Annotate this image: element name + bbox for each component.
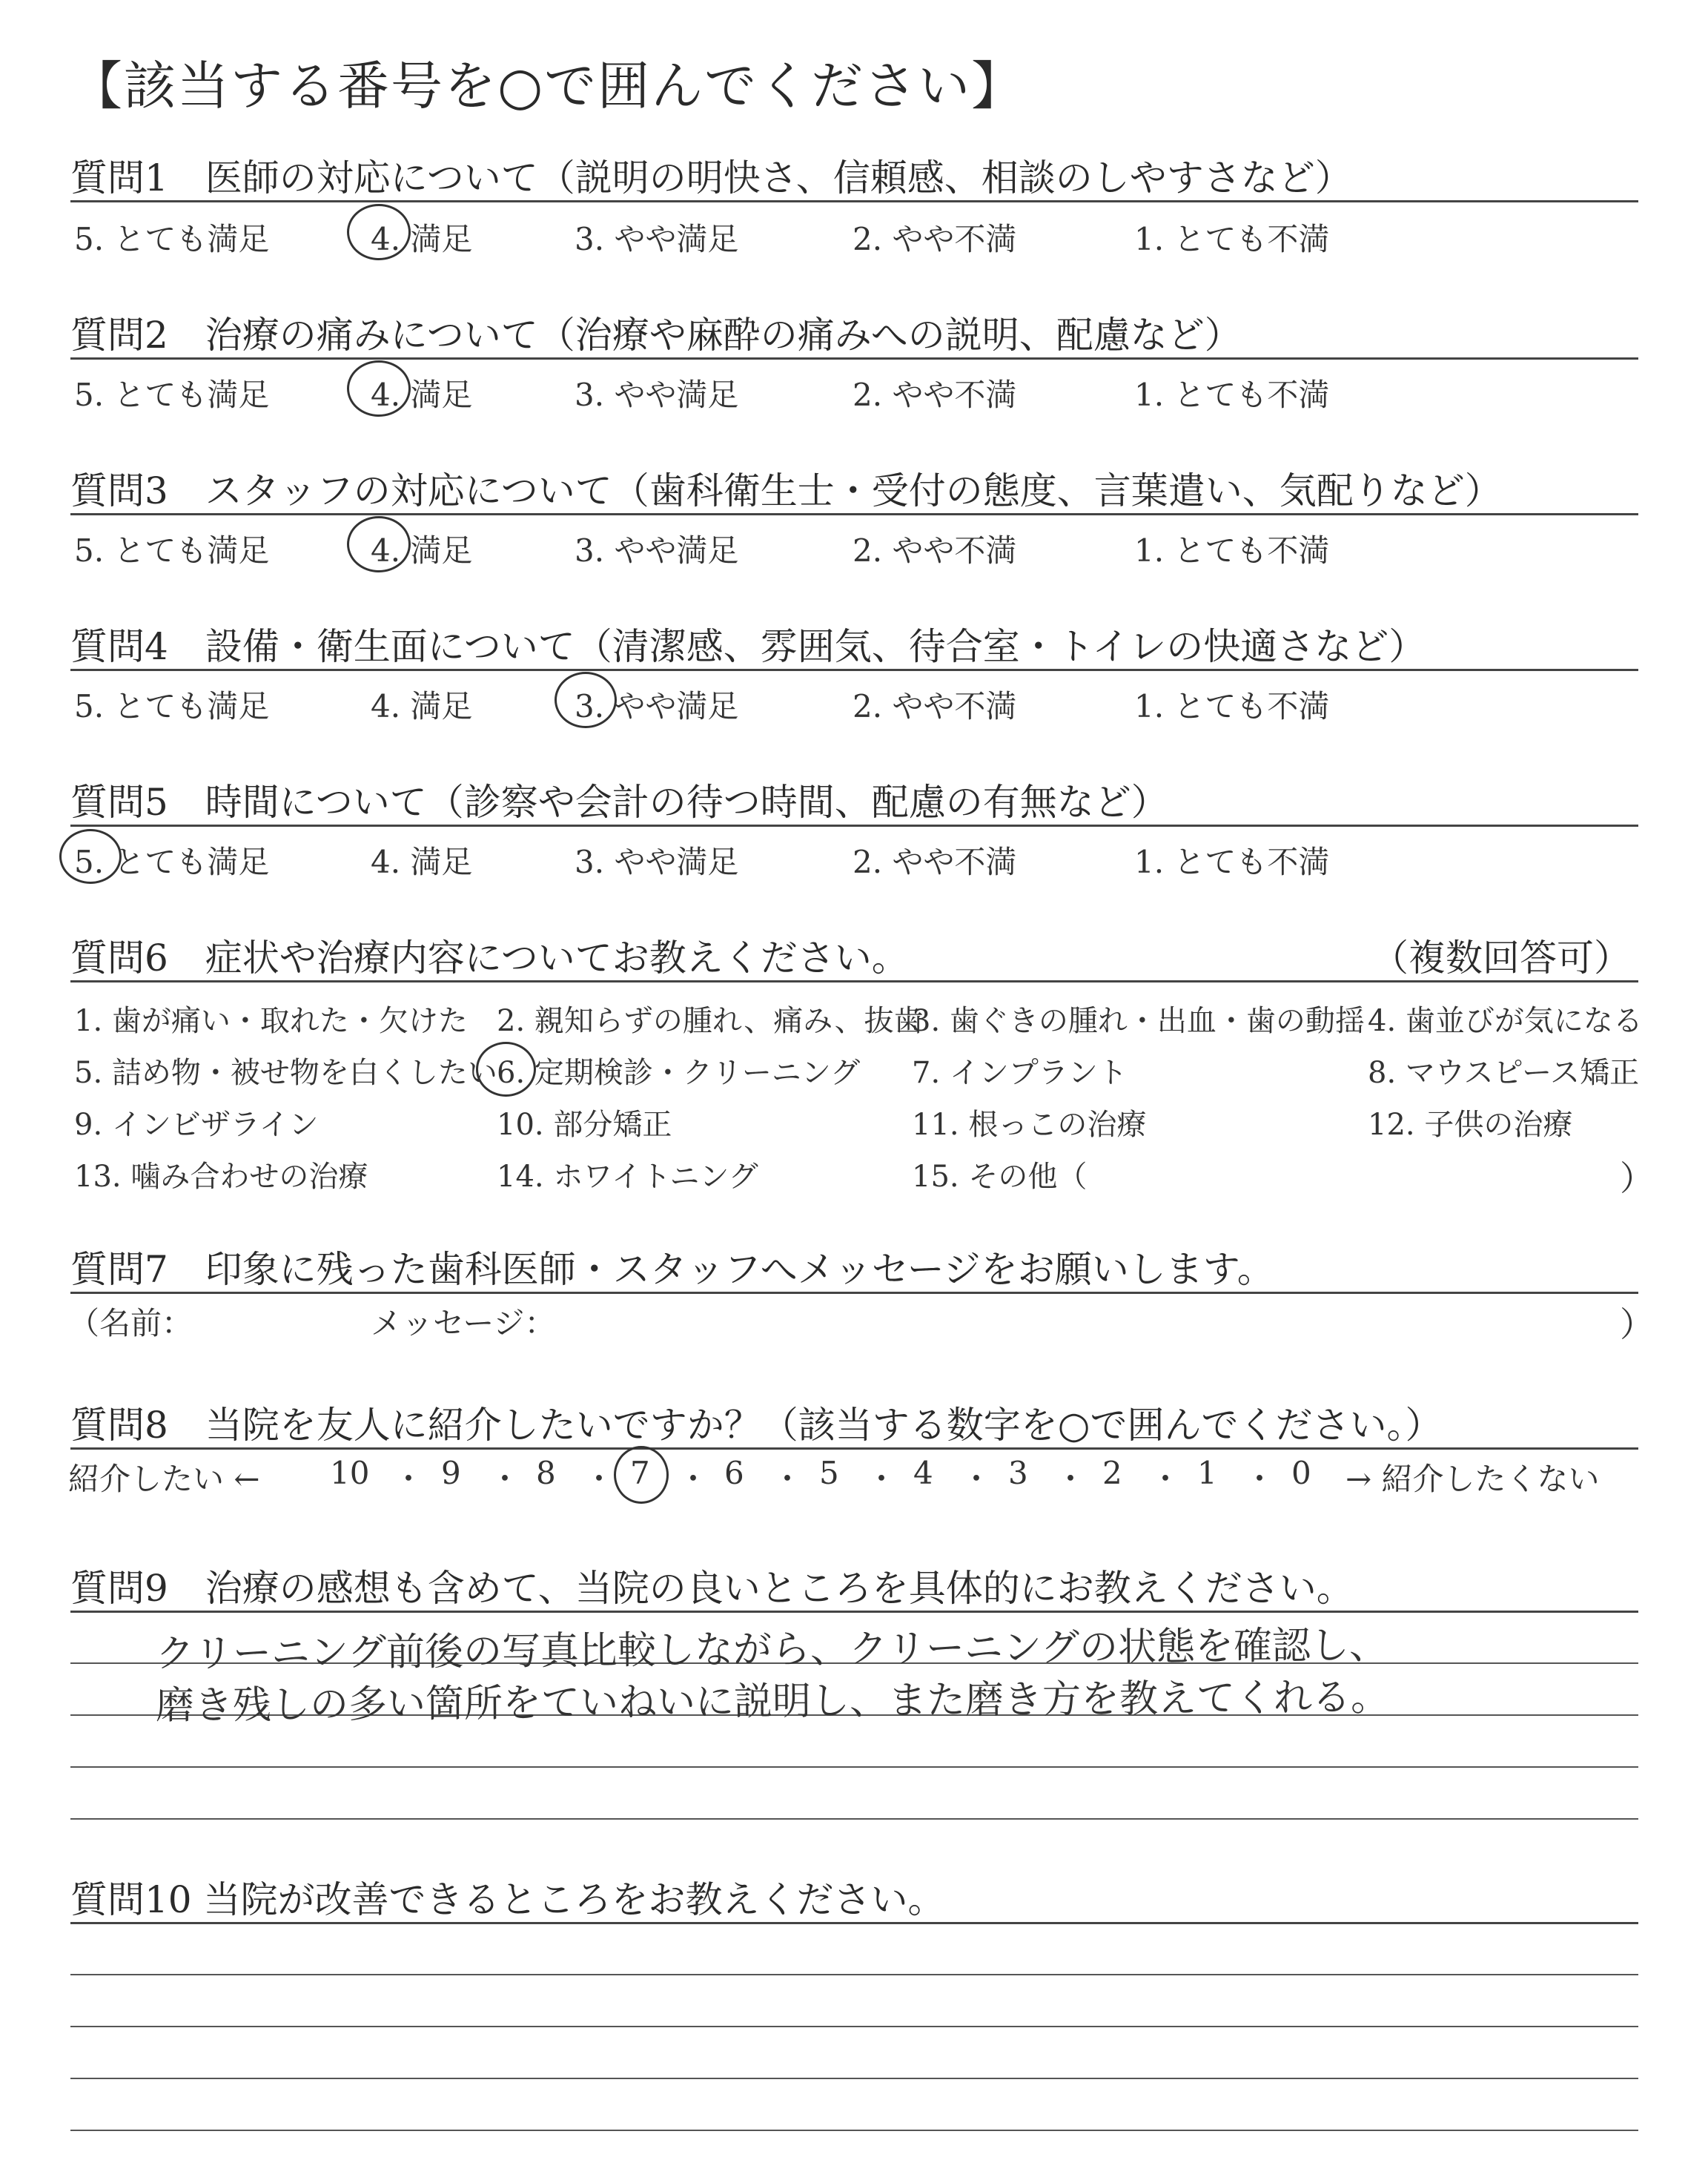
q3-selection-circle-icon: [347, 516, 411, 572]
question-4-label: 質問4 設備・衛生面について（清潔感、雰囲気、待合室・トイレの快適さなど）: [70, 625, 1426, 668]
q5-option-2[interactable]: 2. やや不満: [853, 844, 1017, 880]
q10-answer-rule: [70, 2130, 1638, 2131]
q8-dot: ・: [393, 1461, 425, 1497]
question-9-rule: [70, 1611, 1638, 1613]
q2-option-4[interactable]: 4. 満足: [371, 377, 473, 413]
q6-item-10[interactable]: 10. 部分矯正: [497, 1108, 672, 1142]
q8-number-10[interactable]: 10: [330, 1455, 370, 1491]
q9-handwritten-line-1: クリーニング前後の写真比較しながら、クリーニングの状態を確認し、: [155, 1623, 1388, 1677]
question-4-rule: [70, 669, 1638, 671]
q8-dot: ・: [1150, 1461, 1182, 1497]
q8-dot: ・: [772, 1461, 804, 1497]
q6-item-12[interactable]: 12. 子供の治療: [1368, 1108, 1573, 1142]
q4-option-3[interactable]: 3. やや満足: [575, 688, 739, 724]
question-8-label: 質問8 当院を友人に紹介したいですか？（該当する数字を○で囲んでください。）: [70, 1404, 1443, 1447]
question-2-label: 質問2 治療の痛みについて（治療や麻酔の痛みへの説明、配慮など）: [70, 314, 1242, 357]
q8-number-9[interactable]: 9: [441, 1455, 461, 1491]
q2-option-2[interactable]: 2. やや不満: [853, 377, 1017, 413]
page-title: 【該当する番号を○で囲んでください】: [70, 56, 1025, 116]
q1-selection-circle-icon: [347, 204, 411, 260]
q10-answer-rule: [70, 2026, 1638, 2027]
question-7-rule: [70, 1292, 1638, 1294]
q8-number-7[interactable]: 7: [630, 1455, 650, 1491]
q8-dot: ・: [678, 1461, 709, 1497]
q8-number-2[interactable]: 2: [1102, 1455, 1122, 1491]
q8-number-1[interactable]: 1: [1197, 1455, 1217, 1491]
q5-option-5[interactable]: 5. とても満足: [74, 844, 270, 880]
q6-item-15[interactable]: 15. その他（: [912, 1160, 1088, 1194]
q3-option-4[interactable]: 4. 満足: [371, 532, 473, 569]
q4-option-2[interactable]: 2. やや不満: [853, 688, 1017, 724]
question-7-label: 質問7 印象に残った歯科医師・スタッフへメッセージをお願いします。: [70, 1248, 1274, 1291]
q6-item-13[interactable]: 13. 噛み合わせの治療: [74, 1160, 368, 1194]
q1-option-1[interactable]: 1. とても不満: [1134, 221, 1330, 257]
q8-number-5[interactable]: 5: [819, 1455, 839, 1491]
q8-left-label: 紹介したい ←: [68, 1461, 260, 1497]
q5-selection-circle-icon: [59, 829, 122, 884]
q2-option-5[interactable]: 5. とても満足: [74, 377, 270, 413]
q8-number-0[interactable]: 0: [1291, 1455, 1311, 1491]
question-10-rule: [70, 1922, 1638, 1924]
q6-other-close-paren: ）: [1620, 1158, 1654, 1198]
q7-close-paren: ）: [1620, 1304, 1654, 1344]
q8-right-label: → 紹介したくない: [1345, 1461, 1600, 1497]
question-3-label: 質問3 スタッフの対応について（歯科衛生士・受付の態度、言葉遣い、気配りなど）: [70, 469, 1502, 512]
q6-item-11[interactable]: 11. 根っこの治療: [912, 1108, 1147, 1142]
q8-dot: ・: [583, 1461, 615, 1497]
q8-number-4[interactable]: 4: [913, 1455, 933, 1491]
q5-option-1[interactable]: 1. とても不満: [1134, 844, 1330, 880]
q8-number-6[interactable]: 6: [724, 1455, 744, 1491]
q6-item-14[interactable]: 14. ホワイトニング: [497, 1160, 758, 1194]
q3-option-3[interactable]: 3. やや満足: [575, 532, 739, 569]
q3-option-1[interactable]: 1. とても不満: [1134, 532, 1330, 569]
question-6-rule: [70, 980, 1638, 982]
question-1-label: 質問1 医師の対応について（説明の明快さ、信頼感、相談のしやすさなど）: [70, 156, 1352, 199]
q8-number-8[interactable]: 8: [536, 1455, 556, 1491]
q3-option-2[interactable]: 2. やや不満: [853, 532, 1017, 569]
q9-handwritten-line-2: 磨き残しの多い箇所をていねいに説明し、また磨き方を教えてくれる。: [155, 1675, 1390, 1728]
q1-option-3[interactable]: 3. やや満足: [575, 221, 739, 257]
q6-item-8[interactable]: 8. マウスピース矯正: [1368, 1056, 1640, 1090]
q8-dot: ・: [866, 1461, 898, 1497]
q8-selection-circle-icon: [614, 1446, 669, 1504]
q6-item-9[interactable]: 9. インビザライン: [74, 1108, 319, 1142]
q2-option-3[interactable]: 3. やや満足: [575, 377, 739, 413]
q9-answer-rule: [70, 1766, 1638, 1768]
question-2-rule: [70, 357, 1638, 360]
q6-item-7[interactable]: 7. インプラント: [912, 1056, 1128, 1090]
q8-dot: ・: [1244, 1461, 1276, 1497]
question-6-note: （複数回答可）: [1371, 937, 1631, 980]
question-8-rule: [70, 1447, 1638, 1450]
q10-answer-rule: [70, 2078, 1638, 2079]
q6-item-2[interactable]: 2. 親知らずの腫れ、痛み、抜歯: [497, 1004, 924, 1038]
q5-option-3[interactable]: 3. やや満足: [575, 844, 739, 880]
q8-dot: ・: [489, 1461, 521, 1497]
question-5-rule: [70, 825, 1638, 827]
q2-option-1[interactable]: 1. とても不満: [1134, 377, 1330, 413]
q2-selection-circle-icon: [347, 360, 411, 417]
q6-item-3[interactable]: 3. 歯ぐきの腫れ・出血・歯の動揺: [912, 1004, 1365, 1038]
q8-dot: ・: [961, 1461, 993, 1497]
q6-item-5[interactable]: 5. 詰め物・被せ物を白くしたい: [74, 1056, 497, 1090]
q6-item-6[interactable]: 6. 定期検診・クリーニング: [497, 1056, 861, 1090]
q1-option-2[interactable]: 2. やや不満: [853, 221, 1017, 257]
question-6-label: 質問6 症状や治療内容についてお教えください。: [70, 937, 909, 980]
question-5-label: 質問5 時間について（診察や会計の待つ時間、配慮の有無など）: [70, 781, 1168, 824]
q1-option-4[interactable]: 4. 満足: [371, 221, 473, 257]
q5-option-4[interactable]: 4. 満足: [371, 844, 473, 880]
question-3-rule: [70, 513, 1638, 515]
q6-selection-circle-icon: [476, 1042, 536, 1097]
question-1-rule: [70, 200, 1638, 202]
question-9-label: 質問9 治療の感想も含めて、当院の良いところを具体的にお教えください。: [70, 1567, 1354, 1610]
q4-option-4[interactable]: 4. 満足: [371, 688, 473, 724]
q6-item-1[interactable]: 1. 歯が痛い・取れた・欠けた: [74, 1004, 468, 1038]
question-10-label: 質問10 当院が改善できるところをお教えください。: [70, 1878, 945, 1921]
q6-item-4[interactable]: 4. 歯並びが気になる: [1368, 1004, 1643, 1038]
q4-option-5[interactable]: 5. とても満足: [74, 688, 270, 724]
q3-option-5[interactable]: 5. とても満足: [74, 532, 270, 569]
q10-answer-rule: [70, 1974, 1638, 1975]
q4-selection-circle-icon: [555, 672, 617, 728]
q8-number-3[interactable]: 3: [1008, 1455, 1028, 1491]
q7-message-label: メッセージ：: [371, 1305, 556, 1341]
q9-answer-rule: [70, 1818, 1638, 1820]
q1-option-5[interactable]: 5. とても満足: [74, 221, 270, 257]
q8-dot: ・: [1055, 1461, 1087, 1497]
q7-name-label: （名前：: [68, 1305, 193, 1341]
q4-option-1[interactable]: 1. とても不満: [1134, 688, 1330, 724]
